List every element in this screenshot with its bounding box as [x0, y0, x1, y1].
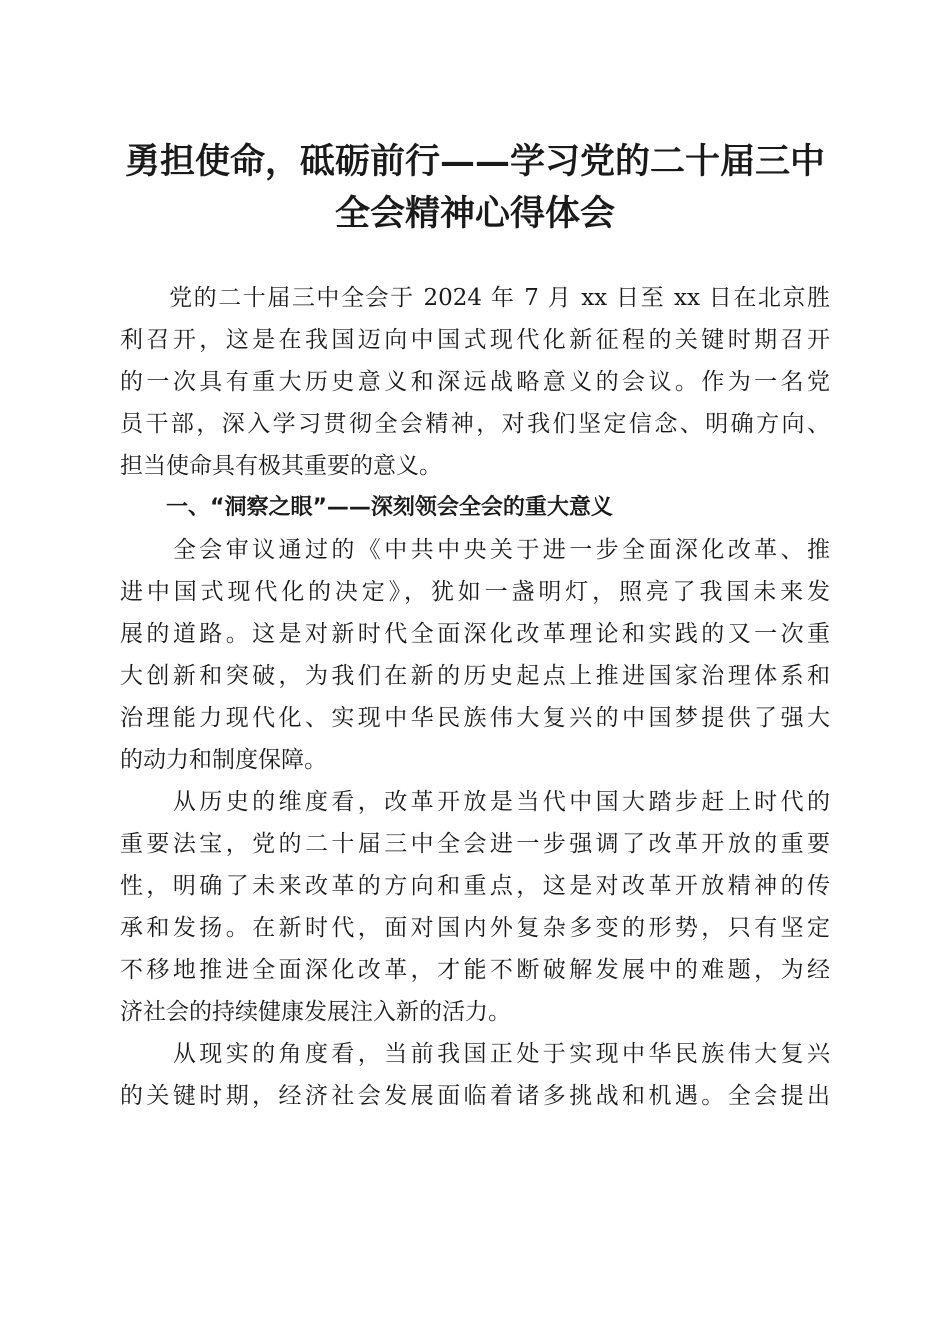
text-line: 员干部，深入学习贯彻全会精神，对我们坚定信念、明确方向、: [120, 411, 830, 437]
paragraph-intro: [120, 277, 830, 487]
text-line: 利召开，这是在我国迈向中国式现代化新征程的关键时期召开: [120, 327, 830, 353]
text-line: 担当使命具有极其重要的意义。: [120, 453, 442, 479]
text-line: 进中国式现代化的决定》，犹如一盏明灯，照亮了我国未来发: [120, 579, 830, 605]
text-line: 济社会的持续健康发展注入新的活力。: [120, 999, 511, 1025]
text-line: 的一次具有重大历史意义和深远战略意义的会议。作为一名党: [120, 369, 830, 395]
text-line: 承和发扬。在新时代，面对国内外复杂多变的形势，只有坚定: [120, 915, 830, 941]
document-body: [120, 277, 830, 1117]
paragraph-history: [120, 781, 830, 1033]
text-line: 重要法宝，党的二十届三中全会进一步强调了改革开放的重要: [120, 831, 830, 857]
title-line: 勇担使命，砥砺前行——学习党的二十届三中: [124, 141, 825, 182]
section-heading: 一、“洞察之眼”——深刻领会全会的重大意义: [166, 495, 613, 520]
text-line: 展的道路。这是对新时代全面深化改革理论和实践的又一次重: [120, 621, 830, 647]
text-line: 从历史的维度看，改革开放是当代中国大踏步赶上时代的: [120, 789, 830, 815]
text-line: 全会审议通过的《中共中央关于进一步全面深化改革、推: [120, 537, 830, 563]
paragraph-decision: [120, 529, 830, 781]
text-line: 的动力和制度保障。: [120, 747, 327, 773]
text-line: 治理能力现代化、实现中华民族伟大复兴的中国梦提供了强大: [120, 705, 830, 731]
text-line: 党的二十届三中全会于 2024 年 7 月 xx 日至 xx 日在北京胜: [120, 285, 830, 311]
title-line: 全会精神心得体会: [334, 193, 615, 234]
text-line: 大创新和突破，为我们在新的历史起点上推进国家治理体系和: [120, 663, 830, 689]
text-line: 不移地推进全面深化改革，才能不断破解发展中的难题，为经: [120, 957, 830, 983]
paragraph-reality: [120, 1033, 830, 1117]
text-line: 性，明确了未来改革的方向和重点，这是对改革开放精神的传: [120, 873, 830, 899]
text-line: 的关键时期，经济社会发展面临着诸多挑战和机遇。全会提出: [120, 1083, 830, 1109]
text-line: 从现实的角度看，当前我国正处于实现中华民族伟大复兴: [120, 1041, 830, 1067]
document-title: [90, 136, 860, 240]
